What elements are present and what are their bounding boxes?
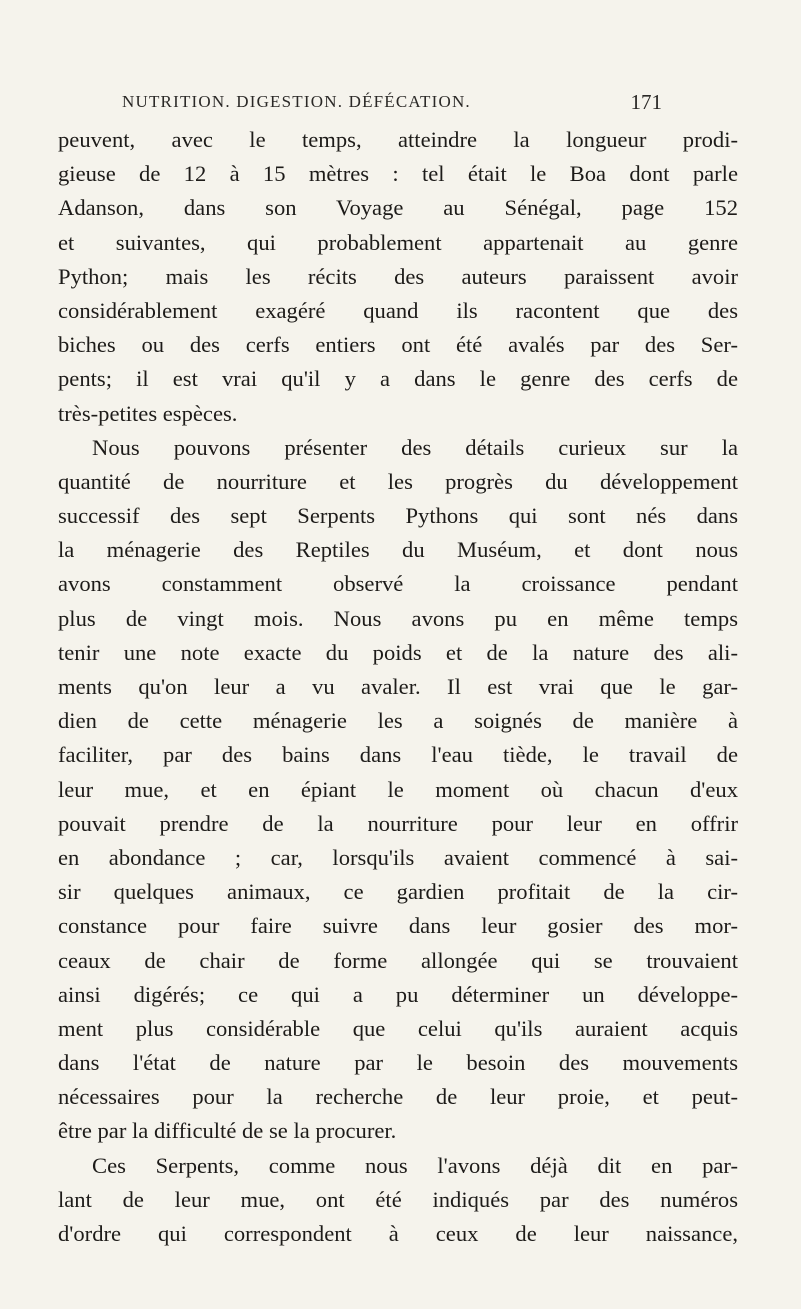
text-line: nécessaires pour la recherche de leur proie, et peut- <box>58 1084 738 1110</box>
text-line: Ces Serpents, comme nous l'avons déjà dit en par- <box>92 1152 738 1178</box>
text-line: pents; il est vrai qu'il y a dans le genre des cerfs de <box>58 366 738 392</box>
running-title: NUTRITION. DIGESTION. DÉFÉCATION. <box>122 92 471 111</box>
text-line: gieuse de 12 à 15 mètres : tel était le Boa dont parle <box>58 161 738 187</box>
text-line: sir quelques animaux, ce gardien profitait de la cir- <box>58 879 738 905</box>
text-line: avons constamment observé la croissance pendant <box>58 571 738 597</box>
text-line: ment plus considérable que celui qu'ils auraient acquis <box>58 1015 738 1041</box>
text-line: faciliter, par des bains dans l'eau tiède, le travail de <box>58 742 738 768</box>
text-line: la ménagerie des Reptiles du Muséum, et dont nous <box>58 537 738 563</box>
text-line: Python; mais les récits des auteurs paraissent avoir <box>58 263 738 289</box>
text-line: en abondance ; car, lorsqu'ils avaient commencé à sai- <box>58 844 738 870</box>
text-line: ceaux de chair de forme allongée qui se trouvaient <box>58 947 738 973</box>
text-line: très-petites espèces. <box>58 400 238 426</box>
text-line: être par la difficulté de se la procurer. <box>58 1118 397 1144</box>
page-number: 171 <box>630 90 662 114</box>
text-line: plus de vingt mois. Nous avons pu en même temps <box>58 605 738 631</box>
text-line: quantité de nourriture et les progrès du développement <box>58 468 738 494</box>
text-line: tenir une note exacte du poids et de la nature des ali- <box>58 639 738 665</box>
text-line: Nous pouvons présenter des détails curieux sur la <box>92 434 738 460</box>
text-line: et suivantes, qui probablement appartenait au genre <box>58 229 738 255</box>
text-line: biches ou des cerfs entiers ont été avalés par des Ser- <box>58 332 738 358</box>
running-head <box>122 92 662 118</box>
text-line: d'ordre qui correspondent à ceux de leur naissance, <box>58 1221 738 1246</box>
body-text <box>58 123 738 1251</box>
text-line: constance pour faire suivre dans leur gosier des mor- <box>58 913 738 939</box>
text-line: lant de leur mue, ont été indiqués par des numéros <box>58 1186 738 1212</box>
text-line: ainsi digérés; ce qui a pu déterminer un développe- <box>58 981 738 1007</box>
text-line: successif des sept Serpents Pythons qui sont nés dans <box>58 503 738 529</box>
text-line: Adanson, dans son Voyage au Sénégal, page 152 <box>58 195 738 221</box>
text-line: dans l'état de nature par le besoin des mouvements <box>58 1050 738 1076</box>
text-line: considérablement exagéré quand ils racontent que des <box>58 297 738 323</box>
text-line: ments qu'on leur a vu avaler. Il est vrai que le gar- <box>58 674 738 699</box>
text-line: pouvait prendre de la nourriture pour leur en offrir <box>58 810 738 836</box>
text-line: peuvent, avec le temps, atteindre la longueur prodi- <box>58 127 738 152</box>
text-line: leur mue, et en épiant le moment où chacun d'eux <box>58 776 738 802</box>
text-line: dien de cette ménagerie les a soignés de manière à <box>58 708 738 734</box>
